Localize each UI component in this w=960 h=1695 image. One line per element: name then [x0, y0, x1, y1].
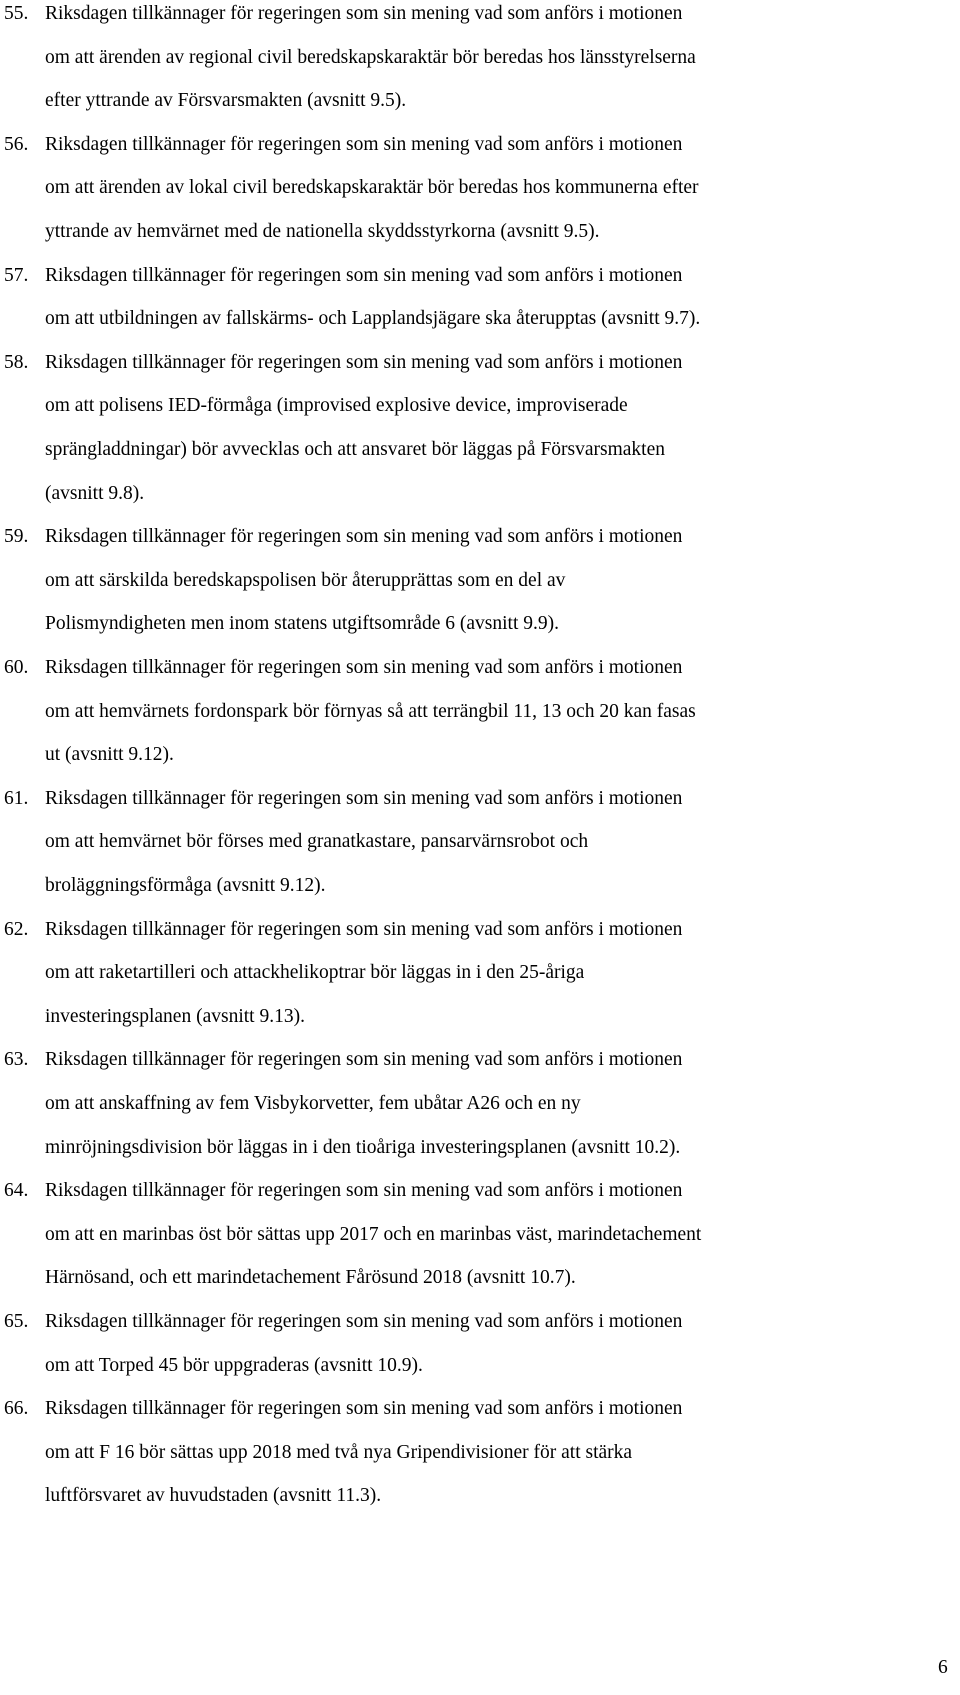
- motion-item-number: 58.: [4, 351, 29, 373]
- motion-item-line: Riksdagen tillkännager för regeringen som sin mening vad som anförs i motionen: [45, 3, 683, 24]
- motion-item-line: Riksdagen tillkännager för regeringen som sin mening vad som anförs i motionen: [45, 657, 683, 678]
- motion-item-number: 65.: [4, 1311, 29, 1332]
- motion-item-number: 63.: [4, 1049, 29, 1071]
- motion-item-line: Riksdagen tillkännager för regeringen som sin mening vad som anförs i motionen: [45, 264, 683, 286]
- motion-item-number: 55.: [4, 3, 29, 24]
- motion-item-number: 62.: [4, 918, 29, 940]
- motion-item-line: efter yttrande av Försvarsmakten (avsnitt 9.5).: [45, 90, 407, 112]
- motion-item-number: 64.: [4, 1180, 29, 1202]
- motion-item-line: Riksdagen tillkännager för regeringen som sin mening vad som anförs i motionen: [45, 133, 683, 155]
- page-number: 6: [938, 1657, 948, 1678]
- motion-item-line: sprängladdningar) bör avvecklas och att ansvaret bör läggas på Försvarsmakten: [45, 439, 666, 460]
- motion-item-line: om att ärenden av regional civil beredskapskaraktär bör beredas hos länsstyrelserna: [45, 46, 696, 68]
- motion-item-line: om att ärenden av lokal civil beredskapskaraktär bör beredas hos kommunerna efter: [45, 177, 699, 199]
- motion-item-number: 60.: [4, 657, 29, 678]
- motion-item-line: yttrande av hemvärnet med de nationella skyddsstyrkorna (avsnitt 9.5).: [45, 221, 600, 242]
- motion-item-line: om att särskilda beredskapspolisen bör återupprättas som en del av: [45, 569, 566, 591]
- motion-item-line: Riksdagen tillkännager för regeringen som sin mening vad som anförs i motionen: [45, 526, 683, 548]
- motion-item-line: om att anskaffning av fem Visbykorvetter, fem ubåtar A26 och en ny: [45, 1093, 581, 1114]
- motion-item-line: ut (avsnitt 9.12).: [45, 744, 174, 766]
- motion-item-line: Härnösand, och ett marindetachement Fårösund 2018 (avsnitt 10.7).: [45, 1267, 576, 1289]
- motion-item-line: broläggningsförmåga (avsnitt 9.12).: [45, 875, 326, 896]
- motion-item-line: Riksdagen tillkännager för regeringen som sin mening vad som anförs i motionen: [45, 1180, 683, 1202]
- motion-item-line: Riksdagen tillkännager för regeringen som sin mening vad som anförs i motionen: [45, 1049, 683, 1071]
- motion-item-line: om att F 16 bör sättas upp 2018 med två nya Gripendivisioner för att stärka: [45, 1441, 633, 1463]
- motion-item-line: Riksdagen tillkännager för regeringen som sin mening vad som anförs i motionen: [45, 1311, 683, 1332]
- motion-item-number: 56.: [4, 133, 29, 155]
- motion-item-number: 66.: [4, 1398, 29, 1420]
- motion-item-number: 59.: [4, 526, 29, 548]
- motion-item-line: Riksdagen tillkännager för regeringen som sin mening vad som anförs i motionen: [45, 351, 683, 373]
- motion-item-line: minröjningsdivision bör läggas in i den tioåriga investeringsplanen (avsnitt 10.2).: [45, 1136, 681, 1158]
- motion-item-line: om att Torped 45 bör uppgraderas (avsnitt 10.9).: [45, 1354, 423, 1376]
- motion-item-line: om att en marinbas öst bör sättas upp 2017 och en marinbas väst, marindetachement: [45, 1223, 702, 1245]
- motion-item-line: luftförsvaret av huvudstaden (avsnitt 11.3).: [45, 1485, 382, 1507]
- motion-item-line: investeringsplanen (avsnitt 9.13).: [45, 1005, 305, 1027]
- motion-item-line: om att utbildningen av fallskärms- och Lapplandsjägare ska återupptas (avsnitt 9.7).: [45, 308, 701, 330]
- motion-item-line: om att hemvärnets fordonspark bör förnyas så att terrängbil 11, 13 och 20 kan fasas: [45, 700, 696, 722]
- motion-item-line: Riksdagen tillkännager för regeringen som sin mening vad som anförs i motionen: [45, 1398, 683, 1420]
- motion-item-number: 61.: [4, 787, 29, 809]
- motion-item-line: Polismyndigheten men inom statens utgiftsområde 6 (avsnitt 9.9).: [45, 613, 559, 635]
- motion-item-line: Riksdagen tillkännager för regeringen som sin mening vad som anförs i motionen: [45, 918, 683, 940]
- motion-item-line: (avsnitt 9.8).: [45, 482, 145, 504]
- motion-item-line: om att raketartilleri och attackhelikoptrar bör läggas in i den 25-åriga: [45, 962, 585, 984]
- motion-item-line: Riksdagen tillkännager för regeringen som sin mening vad som anförs i motionen: [45, 787, 683, 809]
- motion-item-number: 57.: [4, 264, 29, 286]
- motion-item-line: om att polisens IED-förmåga (improvised explosive device, improviserade: [45, 395, 628, 417]
- motion-item-line: om att hemvärnet bör förses med granatkastare, pansarvärnsrobot och: [45, 831, 589, 853]
